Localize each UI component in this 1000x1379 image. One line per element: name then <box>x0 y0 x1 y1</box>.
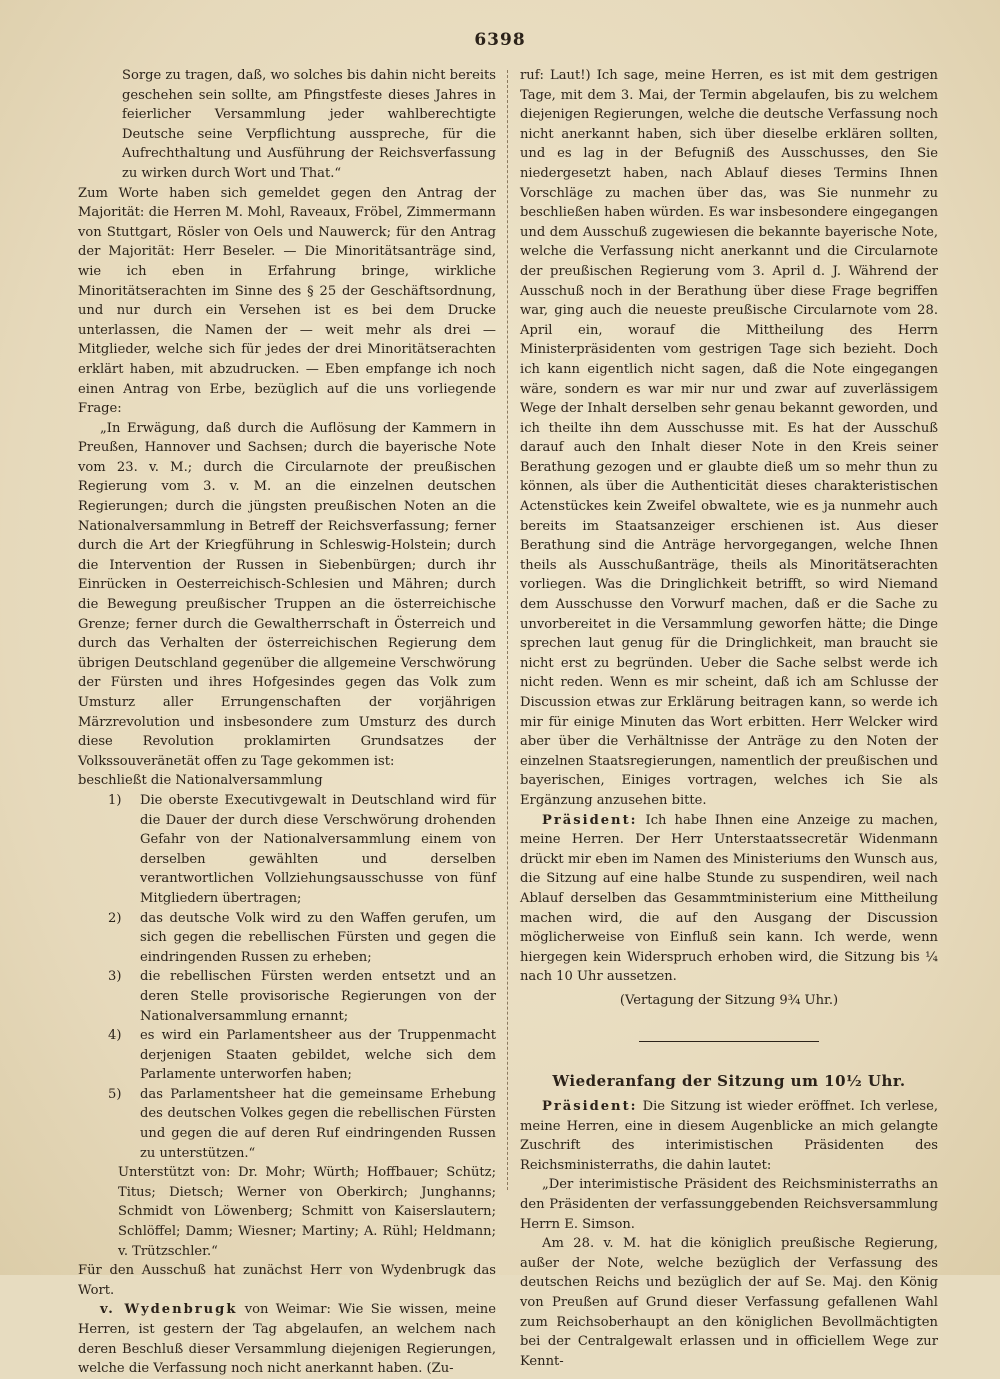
list-item: 3) die rebellischen Fürsten werden entsetzt und an deren Stelle provisorische Regierungen von der Nationalversammlung ernannt; <box>108 969 496 1024</box>
column-divider <box>507 70 508 1190</box>
president-statement-2: Präsident: Die Sitzung ist wieder eröffnet. Ich verlese, meine Herren, eine in diesem Augenblicke an mich gelangte Zuschrift des interimistischen Präsidenten des Reichsministerraths, die dahin lautet: <box>520 1099 938 1173</box>
wydenbrugk-speech: v. Wydenbrugk von Weimar: Wie Sie wissen, meine Herren, ist gestern der Tag abgelaufen, an welchem nach deren Beschluß dieser Versammlung diejenigen Regierungen, welche die Verfassung noch nicht anerkannt haben. (Zu- <box>78 1302 496 1377</box>
list-item: 4) es wird ein Parlamentsheer aus der Truppenmacht derjenigen Staaten gebildet, welche sich dem Parlamente unterworfen haben; <box>108 1028 496 1083</box>
speaker-name: Präsident: <box>542 1099 638 1115</box>
left-column <box>78 66 496 1379</box>
motion-quote: „In Erwägung, daß durch die Auflösung der Kammern in Preußen, Hannover und Sachsen; durch die bayerische Note vom 23. v. M.; durch die Circularnote der preußischen Regierung vom 3. v. M. an die einzelnen deutschen Regierungen; durch die jüngsten preußischen Noten an die Nationalversammlung in Betreff der Reichsverfassung; ferner durch die Art der Kriegführung in Schleswig-Holstein; durch die Intervention der Russen in Siebenbürgen; durch ihr Einrücken in Oesterreichisch-Schlesien und Mähren; durch die Bewegung preußischer Truppen an die österreichische Grenze; ferner durch die Gewaltherrschaft in Österreich und durch das Verhalten der österreichischen Regierung dem übrigen Deutschland gegenüber die allgemeine Verschwörung der Fürsten und ihres Hofgesindes gegen das Volk zum Umsturz aller Errungenschaften der vorjährigen Märzrevolution und insbesondere zum Umsturz des durch diese Revolution proklamirten Grundsatzes der Volkssouveränetät offen zu Tage gekommen ist: <box>78 420 496 769</box>
adjournment-note: (Vertagung der Sitzung 9¾ Uhr.) <box>619 992 839 1008</box>
speaker-name: Präsident: <box>542 812 638 828</box>
president-statement: Präsident: Ich habe Ihnen eine Anzeige zu machen, meine Herren. Der Herr Unterstaatssecretär Widenmann drückt mir eben im Namen des Ministeriums den Wunsch aus, die Sitzung auf eine halbe Stunde zu suspendiren, weil nach Ablauf derselben das Gesammtministerium eine Mittheilung machen wird, die auf den Ausgang der Discussion möglicherweise von Einfluß sein kann. Ich werde, wenn hiergegen kein Widerspruch erhoben wird, die Sitzung bis ¼ nach 10 Uhr aussetzen. <box>520 812 938 985</box>
list-item: 2) das deutsche Volk wird zu den Waffen gerufen, um sich gegen die rebellischen Fürsten und gegen die eindringenden Russen zu erheben; <box>108 910 496 965</box>
supporters-list: Unterstützt von: Dr. Mohr; Würth; Hoffbauer; Schütz; Titus; Dietsch; Werner von Oberkirch; Junghanns; Schmidt von Löwenberg; Schmitt von Kaiserslautern; Schlöffel; Damm; Wiesner; Martiny; A. Rühl; Heldmann; v. Trützschler.“ <box>118 1165 496 1259</box>
letter-body: Am 28. v. M. hat die königlich preußische Regierung, außer der Note, welche bezüglich der Verfassung des deutschen Reichs und bezüglich der auf Se. Maj. den König von Preußen auf Grund dieser Verfassung gefallenen Wahl zum Reichsoberhaupt an den königlichen Bevollmächtigten bei der Centralgewalt erlassen und in officiellem Wege zur Kennt- <box>520 1236 938 1369</box>
committee-note: Für den Ausschuß hat zunächst Herr von Wydenbrugk das Wort. <box>78 1263 496 1298</box>
letter-heading: „Der interimistische Präsident des Reichsministerraths an den Präsidenten der verfassunggebenden Reichsversammlung Herrn E. Simson. <box>520 1177 938 1232</box>
list-item: 1) Die oberste Executivgewalt in Deutschland wird für die Dauer der durch diese Verschwörung drohenden Gefahr von der Nationalversammlung einem von derselben gewählten und derselben verantwortlichen Vollziehungsausschusse von fünf Mitgliedern übertragen; <box>108 792 496 906</box>
speaker-list-paragraph: Zum Worte haben sich gemeldet gegen den Antrag der Majorität: die Herren M. Mohl, Raveaux, Fröbel, Zimmermann von Stuttgart, Rösler von Oels und Nauwerck; für den Antrag der Majorität: Herr Beseler. — Die Minoritätsanträge sind, wie ich eben in Erfahrung bringe, wirkliche Minoritätserachten im Sinne des § 25 der Geschäftsordnung, und nur durch ein Versehen ist es bei dem Drucke unterlassen, die Namen der — weit mehr als drei — Mitglieder, welche sich für jedes der drei Minoritätserachten erklärt haben, mit abzudrucken. — Eben empfange ich noch einen Antrag von Erbe, bezüglich auf die uns vorliegende Frage: <box>78 185 496 417</box>
opening-quote-end: Sorge zu tragen, daß, wo solches bis dahin nicht bereits geschehen sein sollte, am Pfingstfeste dieses Jahres in feierlicher Versammlung jeder wahlberechtigte Deutsche seine Verpflichtung ausspreche, für die Aufrechthaltung und Ausführung der Reichsverfassung zu wirken durch Wort und That.“ <box>122 68 496 181</box>
resolution-intro: beschließt die Nationalversammlung <box>78 773 323 789</box>
section-divider <box>639 1041 819 1042</box>
right-column <box>520 66 938 1371</box>
speaker-name: v. Wydenbrugk <box>100 1302 238 1318</box>
resolution-list <box>78 791 496 1163</box>
list-item: 5) das Parlamentsheer hat die gemeinsame Erhebung des deutschen Volkes gegen die rebellischen Fürsten und gegen die auf deren Ruf eindringenden Russen zu unterstützen.“ <box>108 1086 496 1161</box>
speech-continuation: ruf: Laut!) Ich sage, meine Herren, es ist mit dem gestrigen Tage, mit dem 3. Mai, der Termin abgelaufen, bis zu welchem diejenigen Regierungen, welche die deutsche Verfassung noch nicht anerkannt haben, sich über dieselbe erklären sollten, und es lag in der Befugniß des Ausschusses, den Sie niedergesetzt haben, nach Ablauf dieses Termins Ihnen Vorschläge zu machen über das, was Sie nunmehr zu beschließen haben würden. Es war insbesondere eingegangen und dem Ausschuß zugewiesen die bekannte bayerische Note, welche die Verfassung nicht anerkannt und die Circularnote der preußischen Regierung vom 3. April d. J. Während der Ausschuß noch in der Berathung über diese Frage begriffen war, ging auch die neueste preußische Circularnote vom 28. April ein, worauf die Mittheilung des Herrn Ministerpräsidenten vom gestrigen Tage sich bezieht. Doch ich kann eigentlich nicht sagen, daß die Note eingegangen wäre, sondern es war mir nur und zwar auf zuverlässigem Wege der Inhalt derselben sehr genau bekannt geworden, und ich theilte ihn dem Ausschusse mit. Es hat der Ausschuß darauf auch den Inhalt dieser Note in den Kreis seiner Berathung gezogen und er glaubte dieß um so mehr thun zu können, als über die Authenticität dieses charakteristischen Actenstückes kein Zweifel obwaltete, wie es ja nunmehr auch bereits im Staatsanzeiger erschienen ist. Aus dieser Berathung sind die Anträge hervorgegangen, welche Ihnen theils als Ausschußanträge, theils als Minoritätserachten vorliegen. Was die Dringlichkeit betrifft, so wird Niemand dem Ausschusse den Vorwurf machen, daß er die Sache zu unvorbereitet in die Versammlung geworfen hätte; die Dinge sprechen laut genug für die Dringlichkeit, man braucht sie nicht erst zu begründen. Ueber die Sache selbst werde ich nicht reden. Wenn es mir scheint, daß ich am Schlusse der Discussion etwas zur Erklärung beitragen kann, so werde ich mir für einige Minuten das Wort erbitten. Herr Welcker wird aber über die Verhältnisse der Anträge zu den Noten der einzelnen Staatsregierungen, namentlich der preußischen und bayerischen, Einiges vortragen, welches ich Sie als Ergänzung anzusehen bitte. <box>520 68 938 808</box>
section-heading: Wiederanfang der Sitzung um 10½ Uhr. <box>552 1071 906 1090</box>
page-number: 6398 <box>474 30 526 50</box>
